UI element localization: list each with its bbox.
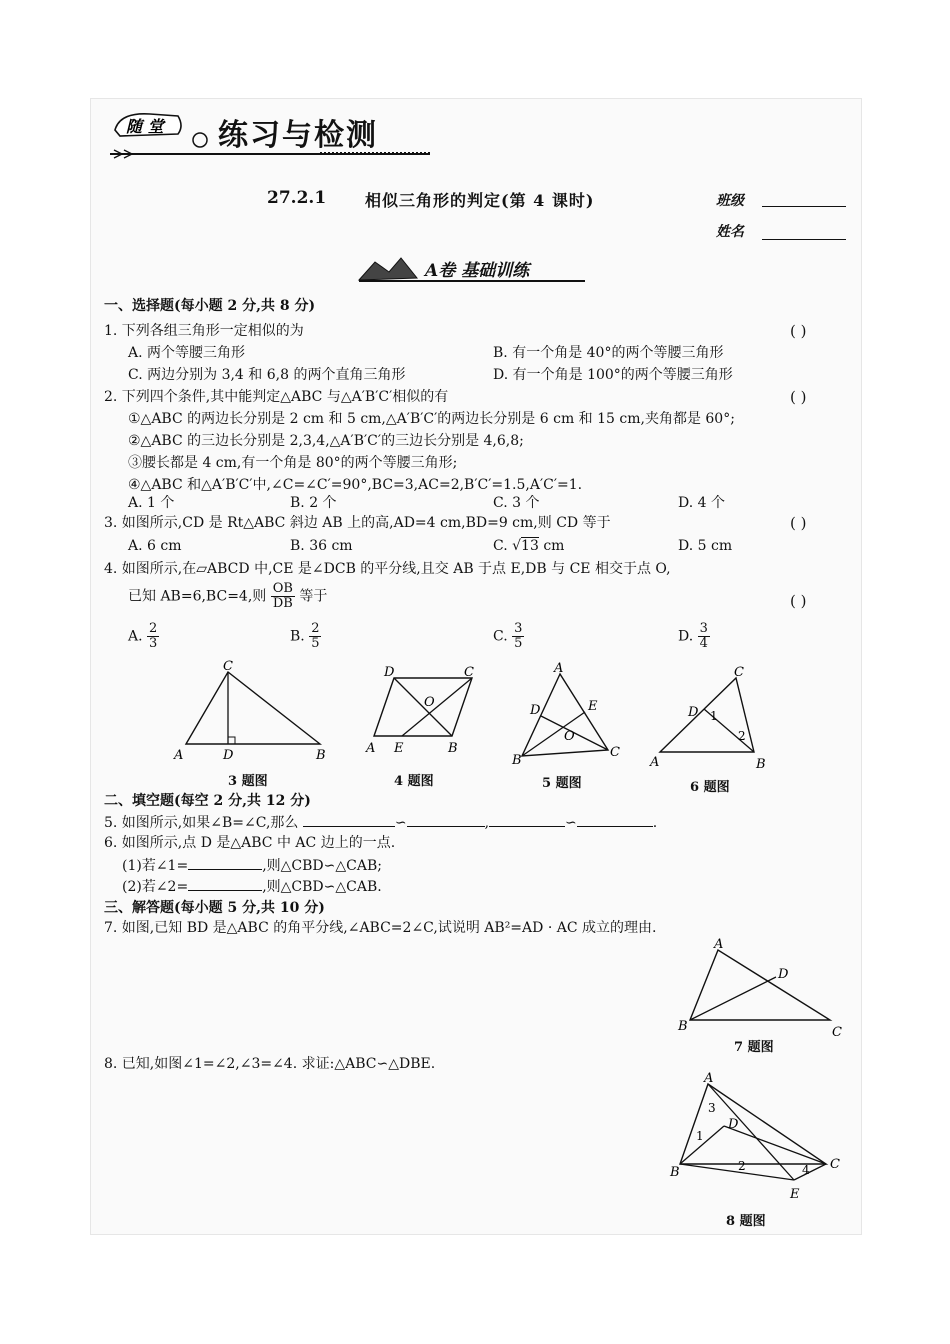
q2-option-d: D. 4 个 (678, 495, 725, 511)
q2-option-a: A. 1 个 (128, 495, 175, 511)
svg-text:A: A (714, 937, 724, 952)
svg-text:A: A (174, 748, 184, 763)
header-title: 练习与检测 (218, 118, 378, 153)
class-label: 班级 (716, 193, 744, 209)
svg-text:B: B (670, 1165, 680, 1180)
q5-blank-3[interactable] (489, 812, 565, 827)
figure-4-caption: 4 题图 (394, 774, 434, 789)
figure-7 (676, 936, 856, 1044)
section-1-heading: 一、选择题(每小题 2 分,共 8 分) (104, 298, 316, 314)
figure-5 (508, 660, 628, 768)
lesson-title: 相似三角形的判定(第 4 课时) (365, 191, 595, 210)
svg-text:B: B (756, 757, 766, 772)
figure-6 (646, 660, 776, 772)
svg-text:O: O (564, 729, 575, 744)
svg-text:C: C (610, 745, 620, 760)
q5-blank-1[interactable] (303, 812, 395, 827)
q2-condition-3: ③腰长都是 4 cm,有一个角是 80°的两个等腰三角形; (128, 455, 458, 471)
q6-part-2: (2)若∠2= ,则△CBD∽△CAB. (122, 876, 382, 896)
q3-answer-paren[interactable]: ( ) (790, 514, 807, 532)
figure-6-caption: 6 题图 (690, 780, 730, 795)
q6-stem: 6. 如图所示,点 D 是△ABC 中 AC 边上的一点. (104, 835, 396, 851)
svg-text:C: C (832, 1025, 842, 1040)
svg-text:D: D (223, 748, 234, 763)
q4-option-d: D. $\frac{3}{4}$ (678, 621, 708, 651)
svg-text:D: D (728, 1117, 739, 1132)
q5-blank-4[interactable] (577, 812, 653, 827)
figure-7-caption: 7 题图 (734, 1040, 774, 1055)
q2-condition-2: ②△ABC 的三边长分别是 2,3,4,△A′B′C′的三边长分别是 4,6,8; (128, 433, 524, 449)
q3-option-c: C. √13 cm (493, 538, 565, 554)
svg-text:2: 2 (738, 1159, 746, 1173)
name-label: 姓名 (716, 224, 744, 240)
name-field[interactable] (762, 239, 846, 240)
figure-3 (170, 658, 330, 766)
svg-text:D: D (688, 705, 699, 720)
svg-text:C: C (223, 659, 233, 674)
figure-3-caption: 3 题图 (228, 774, 268, 789)
svg-text:C: C (830, 1157, 840, 1172)
figure-8 (668, 1070, 848, 1210)
section-3-heading: 三、解答题(每小题 5 分,共 10 分) (104, 900, 325, 916)
svg-text:D: D (778, 967, 789, 982)
q1-option-a: A. 两个等腰三角形 (128, 345, 246, 361)
q4-fraction: $\frac{OB}{DB}$ (272, 581, 293, 611)
q1-option-b: B. 有一个角是 40°的两个等腰三角形 (493, 345, 724, 361)
svg-text:B: B (448, 741, 458, 756)
q2-option-c: C. 3 个 (493, 495, 540, 511)
svg-text:C: C (734, 665, 744, 680)
svg-text:E: E (790, 1187, 800, 1202)
q1-option-d: D. 有一个角是 100°的两个等腰三角形 (493, 367, 733, 383)
q1-answer-paren[interactable]: ( ) (790, 322, 807, 340)
lesson-number: 27.2.1 (267, 188, 327, 208)
q2-condition-1: ①△ABC 的两边长分别是 2 cm 和 5 cm,△A′B′C′的两边长分别是 6 cm 和 15 cm,夹角都是 60°; (128, 411, 735, 427)
svg-text:B: B (678, 1019, 688, 1034)
svg-text:O: O (424, 695, 435, 710)
header-badge: 随 堂 (126, 117, 164, 136)
q1-stem: 1. 下列各组三角形一定相似的为 (104, 323, 304, 339)
q5-blank-2[interactable] (407, 812, 485, 827)
q4-line-1: 4. 如图所示,在▱ABCD 中,CE 是∠DCB 的平分线,且交 AB 于点 E,DB 与 CE 相交于点 O, (104, 561, 671, 577)
q1-option-c: C. 两边分别为 3,4 和 6,8 的两个直角三角形 (128, 367, 406, 383)
q6-blank-1[interactable] (188, 855, 262, 870)
section-banner: A卷 基础训练 (425, 261, 530, 281)
svg-text:1: 1 (710, 709, 718, 723)
q3-option-d: D. 5 cm (678, 538, 733, 554)
q2-condition-4: ④△ABC 和△A′B′C′中,∠C=∠C′=90°,BC=3,AC=2,B′C′=1.5,A′C′=1. (128, 477, 583, 493)
svg-text:B: B (512, 753, 522, 768)
q6-blank-2[interactable] (188, 876, 262, 891)
svg-text:A: A (366, 741, 376, 756)
q3-option-a: A. 6 cm (128, 538, 182, 554)
q4-line-2: 已知 AB=6,BC=4,则 $\frac{OB}{DB}$ 等于 (128, 581, 328, 611)
figure-5-caption: 5 题图 (542, 776, 582, 791)
q3-stem: 3. 如图所示,CD 是 Rt△ABC 斜边 AB 上的高,AD=4 cm,BD=9 cm,则 CD 等于 (104, 515, 611, 531)
q8-text: 8. 已知,如图∠1=∠2,∠3=∠4. 求证:△ABC∽△DBE. (104, 1056, 436, 1072)
q4-option-b: B. $\frac{2}{5}$ (290, 621, 320, 651)
q6-part-1: (1)若∠1= ,则△CBD∽△CAB; (122, 855, 382, 875)
svg-text:C: C (464, 665, 474, 680)
svg-text:A: A (554, 661, 564, 676)
svg-text:A: A (704, 1071, 714, 1086)
svg-text:E: E (588, 699, 598, 714)
q3-option-b: B. 36 cm (290, 538, 353, 554)
header-ornament (320, 152, 430, 162)
q5-text: 5. 如图所示,如果∠B=∠C,那么 ∽ , ∽ . (104, 812, 657, 832)
svg-text:1: 1 (696, 1129, 704, 1143)
svg-text:3: 3 (708, 1101, 716, 1115)
q2-answer-paren[interactable]: ( ) (790, 388, 807, 406)
q4-option-c: C. $\frac{3}{5}$ (493, 621, 523, 651)
svg-text:A: A (650, 755, 660, 770)
class-field[interactable] (762, 206, 846, 207)
svg-text:2: 2 (738, 729, 746, 743)
q2-option-b: B. 2 个 (290, 495, 337, 511)
figure-4 (364, 660, 484, 760)
q2-stem: 2. 下列四个条件,其中能判定△ABC 与△A′B′C′相似的有 (104, 389, 449, 405)
svg-text:4: 4 (802, 1163, 810, 1177)
svg-text:D: D (530, 703, 541, 718)
svg-text:E: E (394, 741, 404, 756)
svg-text:B: B (316, 748, 326, 763)
q4-option-a: A. $\frac{2}{3}$ (128, 621, 158, 651)
svg-text:D: D (384, 665, 395, 680)
section-2-heading: 二、填空题(每空 2 分,共 12 分) (104, 793, 311, 809)
q7-text: 7. 如图,已知 BD 是△ABC 的角平分线,∠ABC=2∠C,试说明 AB²=AD · AC 成立的理由. (104, 920, 657, 936)
figure-8-caption: 8 题图 (726, 1214, 766, 1229)
q4-answer-paren[interactable]: ( ) (790, 592, 807, 610)
